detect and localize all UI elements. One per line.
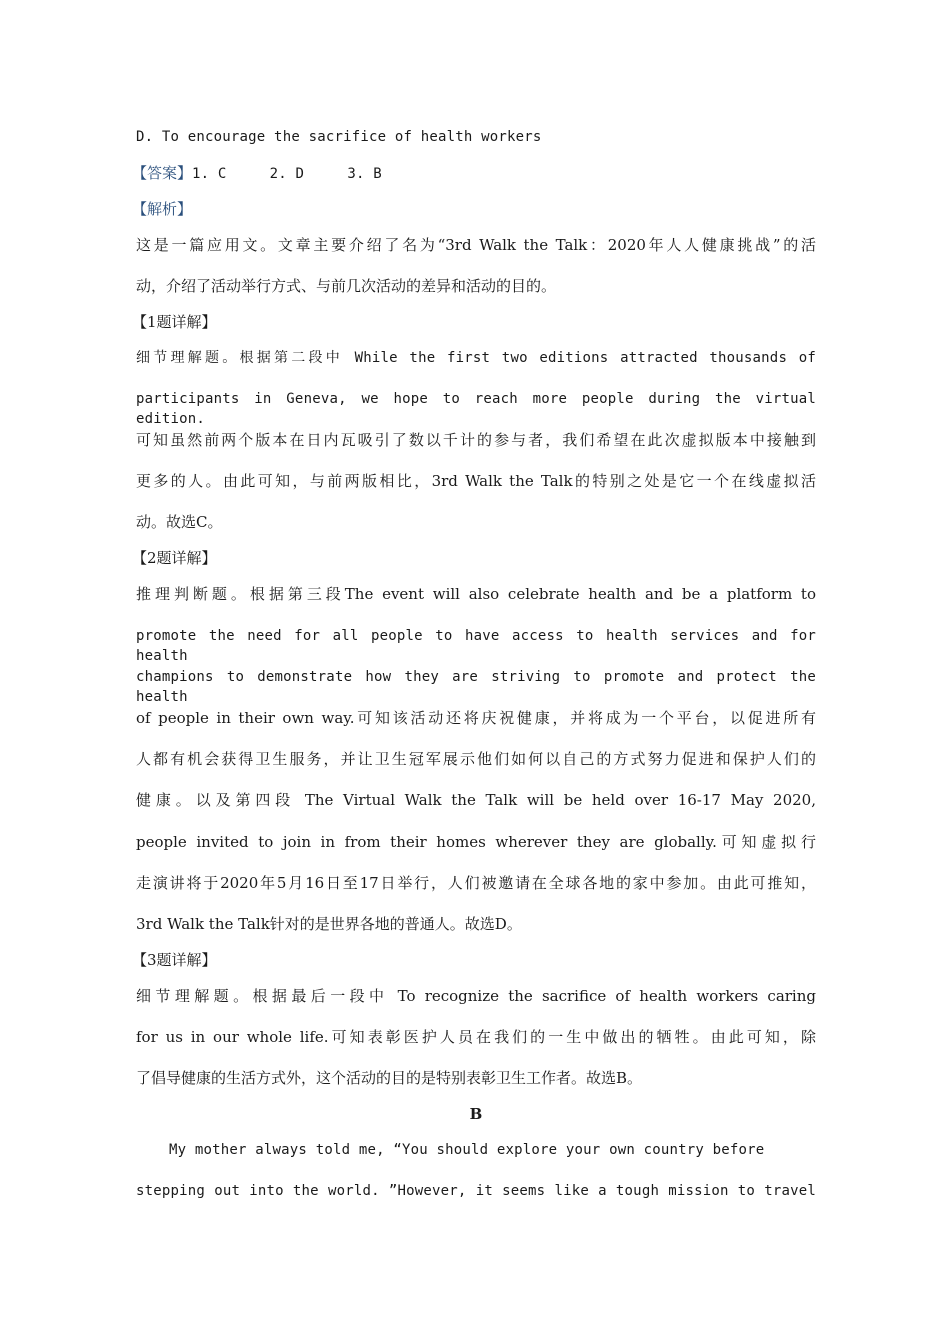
q2-line-4: of people in their own way.可知该活动还将庆祝健康，并将成为一个平台，以促进所有	[136, 709, 816, 727]
q2-heading: 【2题详解】	[132, 549, 217, 567]
q2-line-1: 推理判断题。根据第三段The event will also celebrate health and be a platform to	[136, 585, 816, 603]
analysis-label: 【解析】	[132, 200, 193, 218]
q1-line-3: 可知虽然前两个版本在日内瓦吸引了数以千计的参与者，我们希望在此次虚拟版本中接触到	[136, 431, 816, 449]
summary-line-2: 动，介绍了活动举行方式、与前几次活动的差异和活动的目的。	[136, 277, 557, 295]
q3-line-2: for us in our whole life.可知表彰医护人员在我们的一生中做出的牺牲。由此可知，除	[136, 1028, 816, 1046]
answer-label: 【答案】	[132, 164, 193, 182]
answer-value: 1. C 2. D 3. B	[192, 166, 382, 182]
q3-heading: 【3题详解】	[132, 951, 217, 969]
q1-line-5: 动。故选C。	[136, 513, 223, 531]
section-b-heading: B	[469, 1105, 483, 1123]
q2-line-6: 健康。以及第四段 The Virtual Walk the Talk will be held over 16-17 May 2020,	[136, 791, 816, 809]
answer-line	[132, 163, 816, 184]
q1-heading: 【1题详解】	[132, 313, 217, 331]
section-b-line-1: My mother always told me, “You should explore your own country before	[169, 1142, 765, 1158]
q3-line-1: 细节理解题。根据最后一段中 To recognize the sacrifice of health workers caring	[136, 987, 816, 1005]
section-b-line-2: stepping out into the world. ”However, it seems like a tough mission to travel	[136, 1183, 816, 1199]
q3-line-3: 了倡导健康的生活方式外，这个活动的目的是特别表彰卫生工作者。故选B。	[136, 1069, 643, 1087]
option-d: D. To encourage the sacrifice of health workers	[136, 129, 542, 145]
document-page	[132, 0, 816, 1344]
q2-line-5: 人都有机会获得卫生服务，并让卫生冠军展示他们如何以自己的方式努力促进和保护人们的	[136, 750, 816, 768]
q2-line-3: champions to demonstrate how they are striving to promote and protect the health	[136, 669, 816, 705]
summary-line-1: 这是一篇应用文。文章主要介绍了名为“3rd Walk the Talk：2020年人人健康挑战”的活	[136, 236, 816, 254]
q2-line-8: 走演讲将于2020年5月16日至17日举行，人们被邀请在全球各地的家中参加。由此可推知，	[136, 874, 816, 892]
q2-line-2: promote the need for all people to have access to health services and for health	[136, 628, 816, 664]
q1-line-2: participants in Geneva, we hope to reach more people during the virtual edition.	[136, 391, 816, 427]
q1-line-1: 细节理解题。根据第二段中 While the first two editions attracted thousands of	[136, 350, 816, 366]
q2-line-7: people invited to join in from their homes wherever they are globally.可知虚拟行	[136, 833, 816, 851]
q2-line-9: 3rd Walk the Talk针对的是世界各地的普通人。故选D。	[136, 915, 522, 933]
q1-line-4: 更多的人。由此可知，与前两版相比，3rd Walk the Talk的特别之处是它一个在线虚拟活	[136, 472, 816, 490]
